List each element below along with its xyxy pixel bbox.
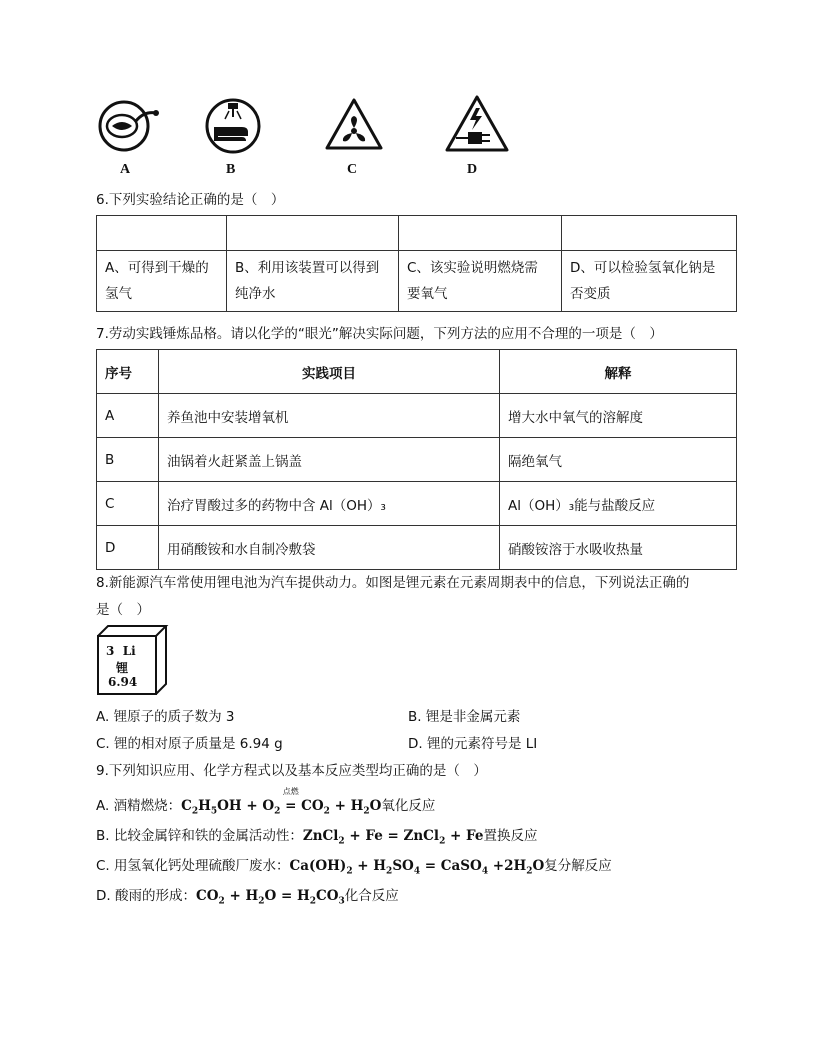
- q9-d-prefix: D. 酸雨的形成：: [96, 888, 196, 904]
- image-cell-b: [227, 216, 399, 251]
- element-name: 锂: [116, 661, 129, 675]
- q9-option-a: A. 酒精燃烧：$C_2H_5OH + O_2$ = 点燃 $CO_2 + H_2O$氧化反应: [96, 787, 436, 817]
- question-7-title: 7.劳动实践锤炼品格。请以化学的“眼光”解决实际问题，下列方法的应用不合理的一项是（ ）: [96, 326, 663, 342]
- row-id: C: [97, 482, 159, 526]
- row-item: 养鱼池中安装增氧机: [159, 394, 500, 438]
- q9-c-prefix: C. 用氢氧化钙处理硫酸厂废水：: [96, 858, 290, 874]
- option-b: B、利用该装置可以得到 纯净水: [227, 251, 399, 312]
- row-id: A: [97, 394, 159, 438]
- q9-option-b: B. 比较金属锌和铁的金属活动性：ZnCl$_2$ + Fe = ZnCl$_2$ + Fe置换反应: [96, 828, 538, 847]
- question-6-table: [96, 215, 737, 312]
- q9-option-d: D. 酸雨的形成：$CO_2 + H_2O = H_2CO_3$化合反应: [96, 888, 399, 907]
- table-row: [97, 482, 737, 526]
- q9-c-suffix: 复分解反应: [544, 858, 612, 874]
- question-6-title: 6.下列实验结论正确的是（ ）: [96, 192, 285, 208]
- element-symbol: Li: [122, 644, 136, 658]
- element-number: 3: [106, 644, 115, 658]
- image-cell-d: [562, 216, 737, 251]
- q9-a-prefix: A. 酒精燃烧：: [96, 798, 182, 814]
- row-reason: 隔绝氧气: [500, 438, 737, 482]
- header-item: 实践项目: [159, 350, 500, 394]
- icon-label-d: D: [467, 162, 478, 177]
- table-row: [97, 438, 737, 482]
- header-id: 序号: [97, 350, 159, 394]
- question-9-title: 9.下列知识应用、化学方程式以及基本反应类型均正确的是（ ）: [96, 763, 487, 779]
- q8-option-b: B. 锂是非金属元素: [408, 709, 521, 725]
- row-reason: 增大水中氧气的溶解度: [500, 394, 737, 438]
- q9-a-suffix: 氧化反应: [381, 798, 436, 814]
- image-cell-a: [97, 216, 227, 251]
- row-item: 油锅着火赶紧盖上锅盖: [159, 438, 500, 482]
- q9-d-suffix: 化合反应: [344, 888, 399, 904]
- row-item: 治疗胃酸过多的药物中含 Al（OH）₃: [159, 482, 500, 526]
- row-reason: 硝酸铵溶于水吸收热量: [500, 526, 737, 570]
- table-row: [97, 526, 737, 570]
- row-id: B: [97, 438, 159, 482]
- q9-option-c: C. 用氢氧化钙处理硫酸厂废水：$Ca(OH)_2 + H_2SO_4$ = CaSO$_4$ $+2H_2O$复分解反应: [96, 858, 612, 877]
- option-row: [97, 251, 737, 312]
- fan-warning-icon: [324, 97, 384, 155]
- question-8-title-line2: 是（ ）: [96, 602, 150, 618]
- icon-label-c: C: [347, 162, 358, 177]
- row-item: 用硝酸铵和水自制冷敷袋: [159, 526, 500, 570]
- table-header: [97, 350, 737, 394]
- element-cube: [96, 624, 170, 696]
- image-cell-c: [399, 216, 562, 251]
- q8-option-c: C. 锂的相对原子质量是 6.94 g: [96, 736, 283, 752]
- question-7-table: [96, 349, 737, 570]
- question-8-title-line1: 8.新能源汽车常使用锂电池为汽车提供动力。如图是锂元素在元素周期表中的信息，下列说法正确的: [96, 575, 690, 591]
- row-reason: Al（OH）₃能与盐酸反应: [500, 482, 737, 526]
- option-d: D、可以检验氢氧化钠是 否变质: [562, 251, 737, 312]
- pot-icon: [98, 99, 160, 159]
- q9-b-suffix: 置换反应: [483, 828, 538, 844]
- reaction-condition: 点燃: [282, 787, 299, 796]
- q8-option-a: A. 锂原子的质子数为 3: [96, 709, 235, 725]
- electric-warning-icon: [444, 94, 510, 158]
- q8-option-d: D. 锂的元素符号是 LI: [408, 736, 538, 752]
- hand-wash-icon: [204, 97, 262, 159]
- row-id: D: [97, 526, 159, 570]
- option-a: A、可得到干燥的 氢气: [97, 251, 227, 312]
- image-row: [97, 216, 737, 251]
- icon-label-a: A: [120, 162, 131, 177]
- table-row: [97, 394, 737, 438]
- q9-b-prefix: B. 比较金属锌和铁的金属活动性：: [96, 828, 303, 844]
- icon-label-b: B: [226, 162, 236, 177]
- option-c: C、该实验说明燃烧需 要氧气: [399, 251, 562, 312]
- element-mass: 6.94: [108, 675, 138, 689]
- header-reason: 解释: [500, 350, 737, 394]
